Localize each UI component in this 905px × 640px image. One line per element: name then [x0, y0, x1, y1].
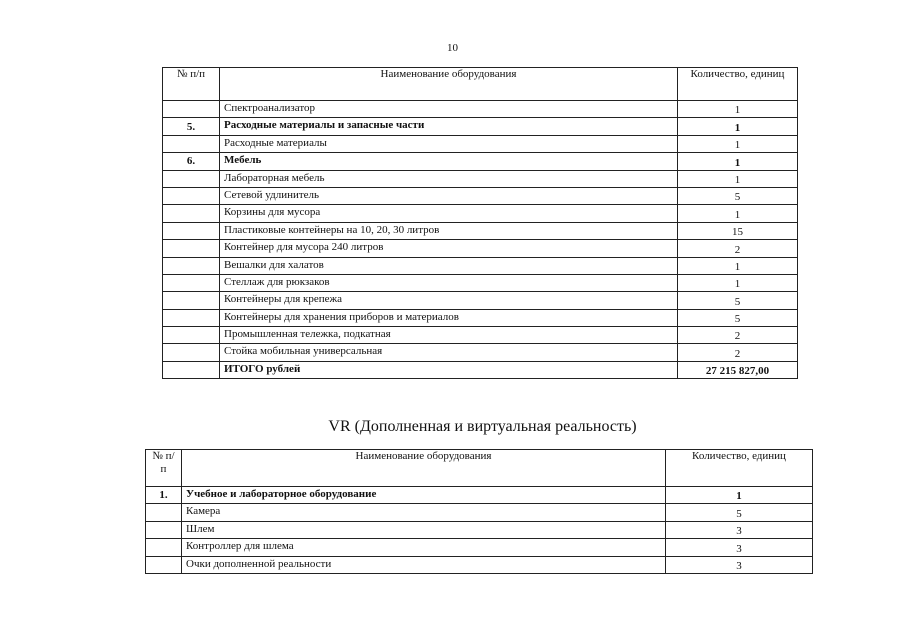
- row-number: 6.: [163, 153, 220, 170]
- table-row: [146, 521, 813, 538]
- row-quantity: 27 215 827,00: [678, 361, 798, 378]
- row-number: [163, 309, 220, 326]
- row-name: Расходные материалы и запасные части: [220, 118, 678, 135]
- row-quantity: 3: [666, 556, 813, 573]
- row-quantity: 1: [678, 135, 798, 152]
- table-row: [163, 170, 798, 187]
- row-number: [146, 539, 182, 556]
- row-name: Очки дополненной реальности: [182, 556, 666, 573]
- row-number: [163, 205, 220, 222]
- row-number: [146, 521, 182, 538]
- row-name: Мебель: [220, 153, 678, 170]
- table-row: [163, 257, 798, 274]
- page-number: 10: [447, 42, 458, 54]
- header-quantity: Количество, единиц: [678, 68, 798, 101]
- row-quantity: 2: [678, 344, 798, 361]
- table-row: [163, 101, 798, 118]
- table-row: [163, 222, 798, 239]
- table-row: [163, 205, 798, 222]
- table-row: [163, 344, 798, 361]
- row-quantity: 1: [678, 118, 798, 135]
- row-name: Учебное и лабораторное оборудование: [182, 487, 666, 504]
- row-number: [163, 327, 220, 344]
- row-quantity: 5: [678, 309, 798, 326]
- row-name: Спектроанализатор: [220, 101, 678, 118]
- row-quantity: 5: [678, 187, 798, 204]
- row-quantity: 1: [678, 101, 798, 118]
- row-quantity: 15: [678, 222, 798, 239]
- row-name: Корзины для мусора: [220, 205, 678, 222]
- row-quantity: 1: [678, 153, 798, 170]
- table-row: [163, 309, 798, 326]
- table-header-row: [146, 450, 813, 487]
- header-number: № п/п: [146, 450, 182, 487]
- section-title: VR (Дополненная и виртуальная реальность): [328, 418, 637, 435]
- row-name: Стеллаж для рюкзаков: [220, 274, 678, 291]
- header-quantity: Количество, единиц: [666, 450, 813, 487]
- vr-equipment-table: [145, 449, 813, 574]
- table-row: [146, 556, 813, 573]
- row-name: Контейнеры для хранения приборов и материалов: [220, 309, 678, 326]
- row-quantity: 5: [678, 292, 798, 309]
- row-name: Шлем: [182, 521, 666, 538]
- table-row: [163, 240, 798, 257]
- row-name: ИТОГО рублей: [220, 361, 678, 378]
- row-name: Контейнер для мусора 240 литров: [220, 240, 678, 257]
- row-number: 5.: [163, 118, 220, 135]
- row-quantity: 2: [678, 240, 798, 257]
- row-quantity: 1: [678, 170, 798, 187]
- row-name: Стойка мобильная универсальная: [220, 344, 678, 361]
- table-row: [163, 153, 798, 170]
- row-name: Вешалки для халатов: [220, 257, 678, 274]
- row-name: Пластиковые контейнеры на 10, 20, 30 литров: [220, 222, 678, 239]
- table-row: [163, 327, 798, 344]
- row-number: [163, 344, 220, 361]
- row-number: [163, 170, 220, 187]
- row-quantity: 1: [678, 274, 798, 291]
- row-quantity: 1: [666, 487, 813, 504]
- table-row: [163, 135, 798, 152]
- row-name: Расходные материалы: [220, 135, 678, 152]
- row-number: [146, 556, 182, 573]
- row-number: [163, 257, 220, 274]
- row-name: Лабораторная мебель: [220, 170, 678, 187]
- row-quantity: 2: [678, 327, 798, 344]
- row-number: 1.: [146, 487, 182, 504]
- row-number: [163, 292, 220, 309]
- header-number: № п/п: [163, 68, 220, 101]
- row-name: Камера: [182, 504, 666, 521]
- row-name: Сетевой удлинитель: [220, 187, 678, 204]
- header-name: Наименование оборудования: [220, 68, 678, 101]
- row-number: [163, 187, 220, 204]
- row-number: [163, 135, 220, 152]
- row-quantity: 1: [678, 257, 798, 274]
- header-name: Наименование оборудования: [182, 450, 666, 487]
- row-number: [163, 222, 220, 239]
- table-row: [163, 187, 798, 204]
- table-row: [146, 539, 813, 556]
- row-name: Промышленная тележка, подкатная: [220, 327, 678, 344]
- table-header-row: [163, 68, 798, 101]
- row-number: [163, 240, 220, 257]
- table-row: [163, 118, 798, 135]
- table-row: [163, 274, 798, 291]
- row-number: [163, 101, 220, 118]
- row-quantity: 3: [666, 539, 813, 556]
- row-quantity: 1: [678, 205, 798, 222]
- row-quantity: 3: [666, 521, 813, 538]
- table-row: [163, 361, 798, 378]
- row-number: [163, 361, 220, 378]
- row-name: Контроллер для шлема: [182, 539, 666, 556]
- equipment-table: [162, 67, 798, 379]
- table-row: [163, 292, 798, 309]
- table-row: [146, 504, 813, 521]
- row-quantity: 5: [666, 504, 813, 521]
- row-number: [163, 274, 220, 291]
- table-row: [146, 487, 813, 504]
- row-number: [146, 504, 182, 521]
- row-name: Контейнеры для крепежа: [220, 292, 678, 309]
